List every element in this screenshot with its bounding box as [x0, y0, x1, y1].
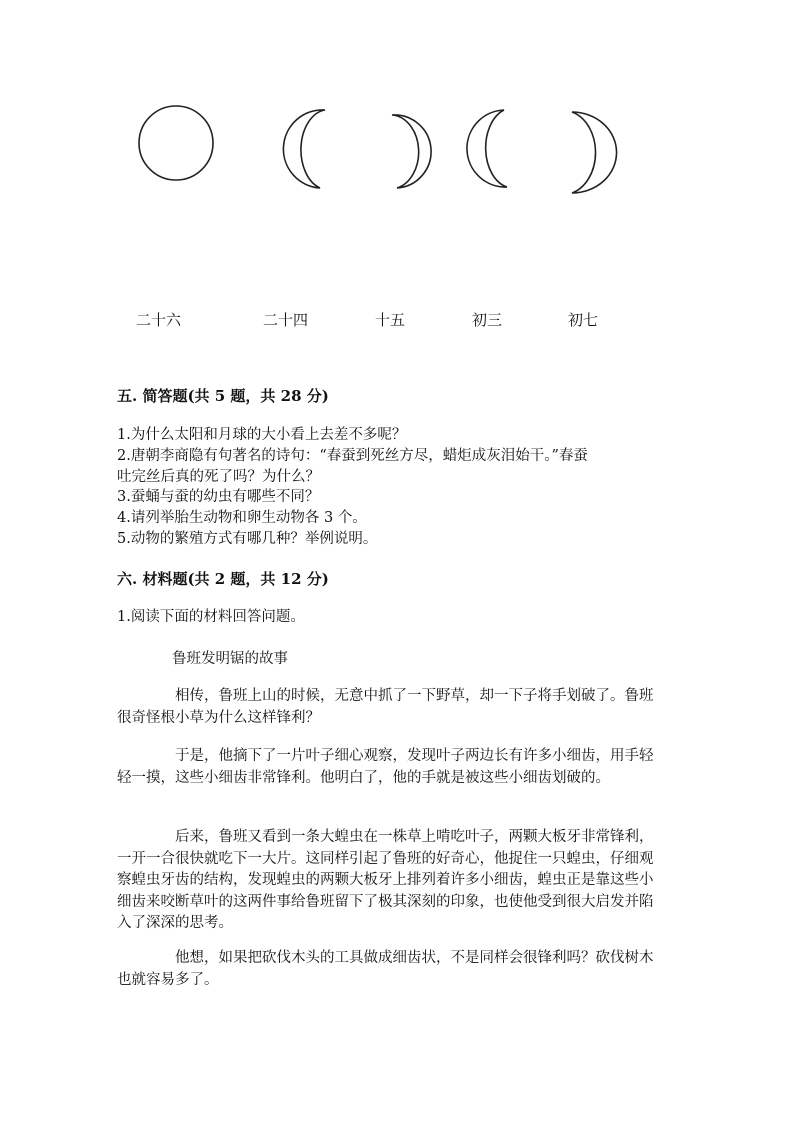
- moon-label: 二十四: [263, 311, 309, 329]
- question-line: 4.请列举胎生动物和卵生动物各 3 个。: [117, 510, 367, 526]
- question-line: 5.动物的繁殖方式有哪几种？举例说明。: [117, 531, 378, 547]
- moon-label: 初三: [472, 311, 503, 329]
- question-line: 吐完丝后真的死了吗？为什么？: [117, 469, 320, 485]
- story-paragraph: 相传，鲁班上山的时候，无意中抓了一下野草，却一下子将手划破了。鲁班很奇怪根小草为什么这样锋利？: [117, 688, 654, 726]
- waxing-crescent-icon: [572, 112, 617, 193]
- waning-crescent-thin-icon: [467, 110, 507, 187]
- question-line: 1.为什么太阳和月球的大小看上去差不多呢？: [117, 427, 407, 443]
- moon-label: 二十六: [136, 311, 182, 329]
- section-5-title: 五. 简答题(共 5 题，共 28 分): [117, 387, 329, 405]
- question-line: 3.蚕蛹与蚕的幼虫有哪些不同？: [117, 489, 320, 505]
- question-line: 1.阅读下面的材料回答问题。: [117, 609, 305, 625]
- moon-label: 十五: [375, 311, 406, 329]
- story-title: 鲁班发明锯的故事: [172, 651, 288, 667]
- waxing-crescent-thin-icon: [392, 115, 431, 188]
- story-paragraph: 于是，他摘下了一片叶子细心观察，发现叶子两边长有许多小细齿，用手轻轻一摸，这些小细齿非常锋利。他明白了，他的手就是被这些小细齿划破的。: [117, 748, 654, 786]
- full-moon-icon: [139, 106, 213, 180]
- section-6-title: 六. 材料题(共 2 题，共 12 分): [117, 570, 329, 588]
- moon-label: 初七: [568, 311, 599, 329]
- story-paragraph: 后来，鲁班又看到一条大蝗虫在一株草上啃吃叶子，两颗大板牙非常锋利，一开一合很快就吃下一大片。这同样引起了鲁班的好奇心，他捉住一只蝗虫，仔细观察蝗虫牙齿的结构，发现蝗虫的两颗大板牙上排列着许多小细齿，蝗虫正是靠这些小细齿来咬断草叶的这两件事给鲁班留下了极其深刻的印象，也使他受到很大启发并陷入了深深的思考。: [117, 829, 654, 931]
- waning-crescent-icon: [283, 110, 325, 188]
- moon-labels: [0, 309, 794, 333]
- question-line: 2.唐朝李商隐有句著名的诗句：“春蚕到死丝方尽，蜡炬成灰泪始干。”春蚕: [117, 448, 588, 464]
- moon-phase-figures: [0, 95, 794, 205]
- story-paragraph: 他想，如果把砍伐木头的工具做成细齿状，不是同样会很锋利吗？砍伐树木也就容易多了。: [117, 950, 654, 988]
